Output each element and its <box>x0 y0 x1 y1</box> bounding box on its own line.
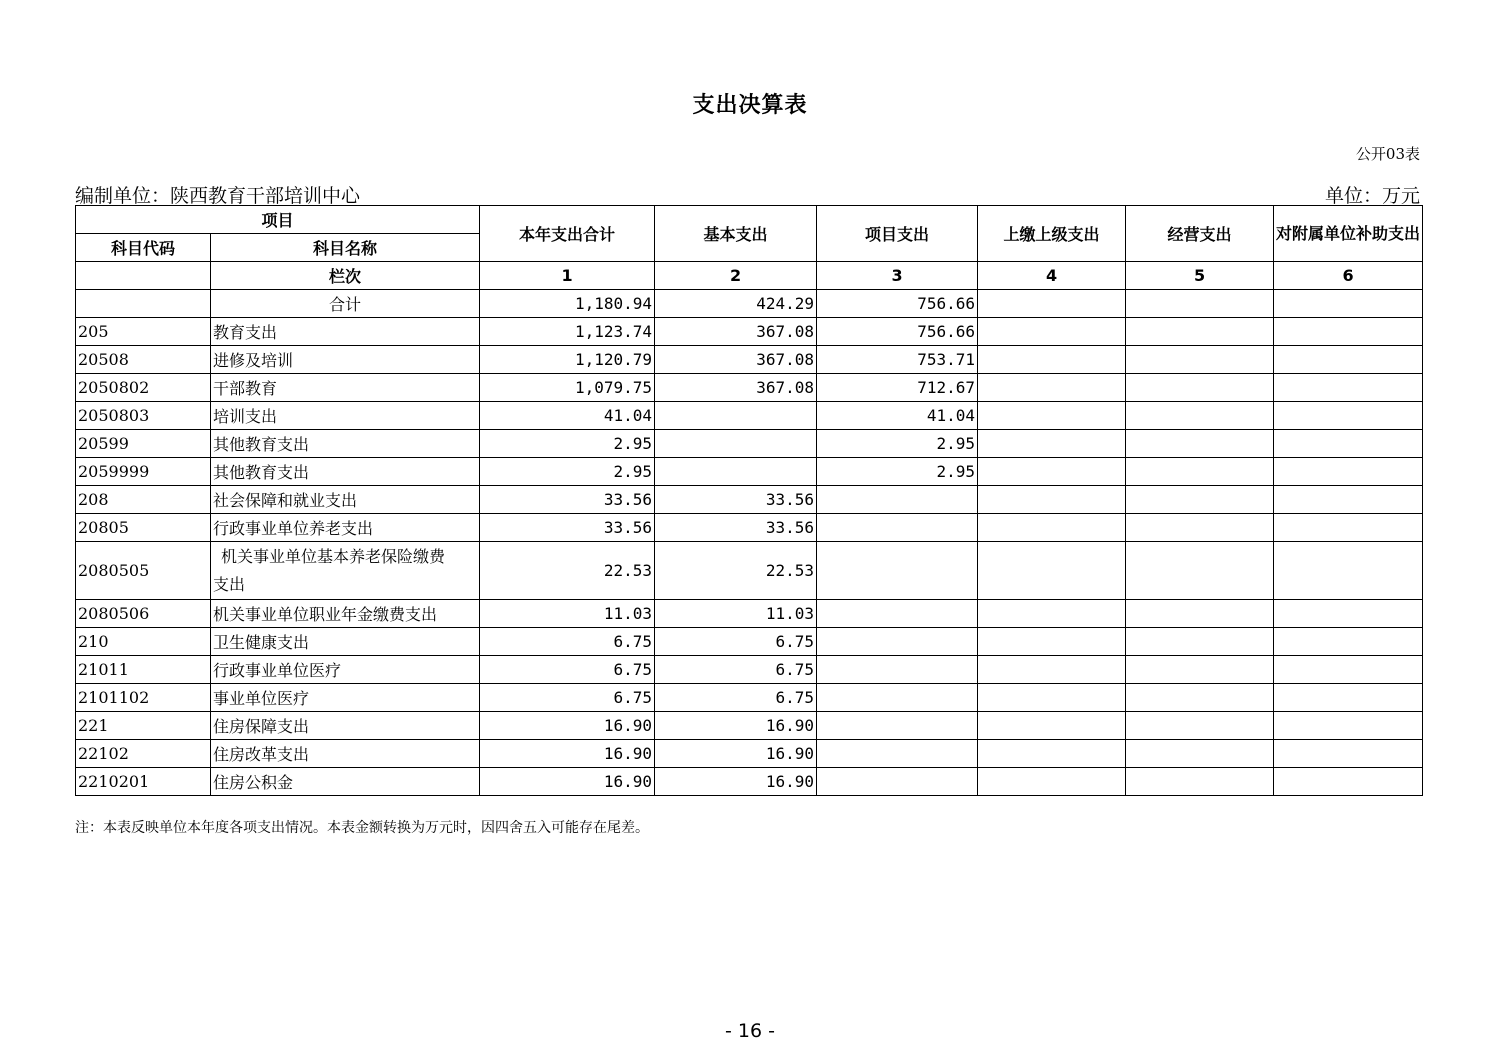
cell-project: 2.95 <box>817 458 978 486</box>
cell-subsidy <box>1274 740 1423 768</box>
cell-code: 2101102 <box>76 684 211 712</box>
cell-subsidy <box>1274 514 1423 542</box>
cell-subsidy <box>1274 628 1423 656</box>
cell-business <box>1126 458 1274 486</box>
cell-name: 行政事业单位医疗 <box>211 656 480 684</box>
table-row <box>76 600 1423 628</box>
cell-upper <box>978 628 1126 656</box>
table-row <box>76 514 1423 542</box>
cell-code: 22102 <box>76 740 211 768</box>
cell-subsidy <box>1274 290 1423 318</box>
cell-basic: 424.29 <box>655 290 817 318</box>
table-row <box>76 628 1423 656</box>
cell-subsidy <box>1274 318 1423 346</box>
column-number: 6 <box>1274 262 1423 290</box>
cell-business <box>1126 290 1274 318</box>
organization-label: 编制单位：陕西教育干部培训中心 <box>75 185 361 207</box>
table-row <box>76 768 1423 796</box>
cell-code: 21011 <box>76 656 211 684</box>
cell-total: 1,079.75 <box>480 374 655 402</box>
table-row <box>76 374 1423 402</box>
cell-subsidy <box>1274 430 1423 458</box>
cell-upper <box>978 486 1126 514</box>
cell-name: 住房保障支出 <box>211 712 480 740</box>
cell-project <box>817 768 978 796</box>
cell-name: 机关事业单位职业年金缴费支出 <box>211 600 480 628</box>
cell-upper <box>978 712 1126 740</box>
column-number-blank <box>76 262 211 290</box>
cell-upper <box>978 768 1126 796</box>
cell-business <box>1126 402 1274 430</box>
header-name: 科目名称 <box>211 234 480 262</box>
cell-upper <box>978 684 1126 712</box>
table-row <box>76 430 1423 458</box>
cell-name: 教育支出 <box>211 318 480 346</box>
cell-project <box>817 486 978 514</box>
cell-name: 其他教育支出 <box>211 458 480 486</box>
cell-total: 33.56 <box>480 486 655 514</box>
cell-subsidy <box>1274 768 1423 796</box>
cell-code: 2059999 <box>76 458 211 486</box>
table-row <box>76 712 1423 740</box>
footnote: 注：本表反映单位本年度各项支出情况。本表金额转换为万元时，因四舍五入可能存在尾差。 <box>75 820 649 836</box>
cell-upper <box>978 458 1126 486</box>
cell-code <box>76 290 211 318</box>
column-number: 1 <box>480 262 655 290</box>
cell-business <box>1126 542 1274 600</box>
cell-name: 合计 <box>211 290 480 318</box>
cell-business <box>1126 514 1274 542</box>
column-number: 3 <box>817 262 978 290</box>
cell-upper <box>978 402 1126 430</box>
cell-basic <box>655 458 817 486</box>
cell-upper <box>978 290 1126 318</box>
cell-total: 16.90 <box>480 712 655 740</box>
cell-basic: 16.90 <box>655 712 817 740</box>
unit-label: 单位：万元 <box>1324 185 1420 207</box>
cell-project <box>817 628 978 656</box>
cell-total: 6.75 <box>480 656 655 684</box>
cell-upper <box>978 600 1126 628</box>
cell-name: 其他教育支出 <box>211 430 480 458</box>
table-row <box>76 318 1423 346</box>
cell-basic: 22.53 <box>655 542 817 600</box>
cell-code: 20805 <box>76 514 211 542</box>
cell-code: 2080505 <box>76 542 211 600</box>
cell-subsidy <box>1274 600 1423 628</box>
cell-business <box>1126 768 1274 796</box>
header-subsidy: 对附属单位补助支出 <box>1274 206 1423 262</box>
cell-total: 6.75 <box>480 684 655 712</box>
cell-total: 11.03 <box>480 600 655 628</box>
cell-basic: 11.03 <box>655 600 817 628</box>
cell-code: 205 <box>76 318 211 346</box>
cell-total: 16.90 <box>480 768 655 796</box>
header-basic: 基本支出 <box>655 206 817 262</box>
cell-project <box>817 600 978 628</box>
table-row <box>76 486 1423 514</box>
cell-basic: 367.08 <box>655 346 817 374</box>
cell-project: 753.71 <box>817 346 978 374</box>
cell-total: 1,180.94 <box>480 290 655 318</box>
cell-basic: 16.90 <box>655 740 817 768</box>
cell-code: 2050803 <box>76 402 211 430</box>
cell-subsidy <box>1274 374 1423 402</box>
cell-name: 培训支出 <box>211 402 480 430</box>
cell-code: 2050802 <box>76 374 211 402</box>
cell-business <box>1126 600 1274 628</box>
cell-total: 6.75 <box>480 628 655 656</box>
cell-subsidy <box>1274 656 1423 684</box>
cell-code: 208 <box>76 486 211 514</box>
cell-subsidy <box>1274 402 1423 430</box>
cell-upper <box>978 346 1126 374</box>
cell-upper <box>978 374 1126 402</box>
cell-project <box>817 656 978 684</box>
cell-subsidy <box>1274 346 1423 374</box>
table-row <box>76 684 1423 712</box>
cell-basic: 6.75 <box>655 684 817 712</box>
page-number: - 16 - <box>725 1020 775 1042</box>
header-total: 本年支出合计 <box>480 206 655 262</box>
cell-name: 卫生健康支出 <box>211 628 480 656</box>
cell-project <box>817 514 978 542</box>
cell-business <box>1126 628 1274 656</box>
page-title: 支出决算表 <box>692 93 808 118</box>
table-row <box>76 656 1423 684</box>
cell-business <box>1126 318 1274 346</box>
cell-code: 2210201 <box>76 768 211 796</box>
cell-basic: 33.56 <box>655 514 817 542</box>
header-item: 项目 <box>76 206 480 234</box>
column-number: 4 <box>978 262 1126 290</box>
cell-total: 22.53 <box>480 542 655 600</box>
cell-subsidy <box>1274 458 1423 486</box>
cell-name: 住房改革支出 <box>211 740 480 768</box>
cell-project: 712.67 <box>817 374 978 402</box>
cell-name-line: 机关事业单位基本养老保险缴费 <box>221 546 446 566</box>
cell-business <box>1126 430 1274 458</box>
cell-upper <box>978 656 1126 684</box>
cell-subsidy <box>1274 486 1423 514</box>
cell-total: 2.95 <box>480 458 655 486</box>
cell-name: 干部教育 <box>211 374 480 402</box>
cell-total: 1,123.74 <box>480 318 655 346</box>
cell-total: 16.90 <box>480 740 655 768</box>
cell-name: 进修及培训 <box>211 346 480 374</box>
cell-business <box>1126 374 1274 402</box>
cell-code: 20599 <box>76 430 211 458</box>
cell-upper <box>978 318 1126 346</box>
cell-code: 2080506 <box>76 600 211 628</box>
cell-basic: 6.75 <box>655 656 817 684</box>
column-number: 2 <box>655 262 817 290</box>
header-upper: 上缴上级支出 <box>978 206 1126 262</box>
cell-project: 2.95 <box>817 430 978 458</box>
table-row <box>76 458 1423 486</box>
cell-basic: 33.56 <box>655 486 817 514</box>
cell-basic <box>655 430 817 458</box>
form-number: 公开03表 <box>1355 145 1420 163</box>
table-row <box>76 542 1423 600</box>
expenditure-table <box>75 205 1423 796</box>
cell-basic: 367.08 <box>655 374 817 402</box>
cell-basic <box>655 402 817 430</box>
cell-upper <box>978 430 1126 458</box>
cell-total: 1,120.79 <box>480 346 655 374</box>
cell-total: 2.95 <box>480 430 655 458</box>
cell-project <box>817 684 978 712</box>
cell-subsidy <box>1274 684 1423 712</box>
table-row <box>76 740 1423 768</box>
cell-project <box>817 542 978 600</box>
header-code: 科目代码 <box>76 234 211 262</box>
cell-subsidy <box>1274 712 1423 740</box>
cell-name-line: 支出 <box>213 574 246 594</box>
cell-basic: 367.08 <box>655 318 817 346</box>
header-project: 项目支出 <box>817 206 978 262</box>
cell-business <box>1126 656 1274 684</box>
cell-name <box>211 542 480 600</box>
cell-subsidy <box>1274 542 1423 600</box>
table-row <box>76 346 1423 374</box>
cell-upper <box>978 542 1126 600</box>
cell-name: 事业单位医疗 <box>211 684 480 712</box>
cell-code: 210 <box>76 628 211 656</box>
cell-name: 社会保障和就业支出 <box>211 486 480 514</box>
cell-business <box>1126 712 1274 740</box>
column-label: 栏次 <box>211 262 480 290</box>
cell-project: 756.66 <box>817 290 978 318</box>
cell-code: 20508 <box>76 346 211 374</box>
cell-business <box>1126 740 1274 768</box>
cell-business <box>1126 346 1274 374</box>
cell-upper <box>978 514 1126 542</box>
column-number: 5 <box>1126 262 1274 290</box>
cell-project <box>817 740 978 768</box>
cell-basic: 16.90 <box>655 768 817 796</box>
table-row <box>76 290 1423 318</box>
table-row <box>76 402 1423 430</box>
cell-project: 756.66 <box>817 318 978 346</box>
cell-name: 住房公积金 <box>211 768 480 796</box>
header-business: 经营支出 <box>1126 206 1274 262</box>
cell-project: 41.04 <box>817 402 978 430</box>
cell-name: 行政事业单位养老支出 <box>211 514 480 542</box>
cell-code: 221 <box>76 712 211 740</box>
cell-total: 41.04 <box>480 402 655 430</box>
cell-business <box>1126 486 1274 514</box>
cell-total: 33.56 <box>480 514 655 542</box>
cell-basic: 6.75 <box>655 628 817 656</box>
cell-project <box>817 712 978 740</box>
cell-business <box>1126 684 1274 712</box>
cell-upper <box>978 740 1126 768</box>
